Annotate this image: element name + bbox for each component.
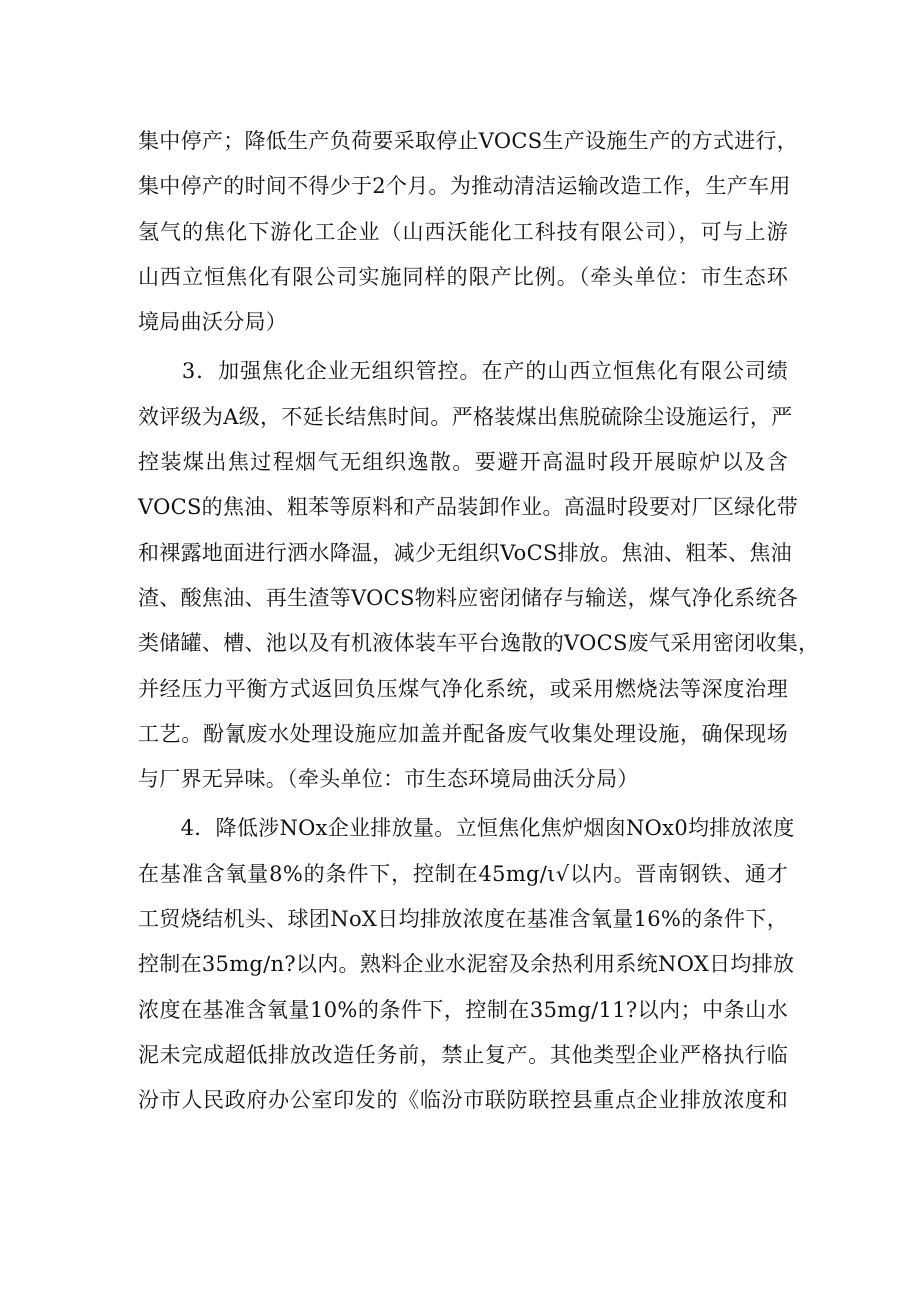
text-line: 和裸露地面进行洒水降温，减少无组织VoCS排放。焦油、粗苯、焦油: [138, 540, 792, 565]
text-line: 控制在35mg∕n?以内。熟料企业水泥窑及余热利用系统NOX日均排放: [138, 952, 795, 977]
text-line: 工艺。酚氰废水处理设施应加盖并配备废气收集处理设施，确保现场: [138, 721, 788, 746]
text-line: 集中停产；降低生产负荷要采取停止VOCS生产设施生产的方式进行，: [138, 129, 799, 153]
text-line: 在基准含氧量8%的条件下，控制在45mg∕ι√以内。晋南钢铁、通才: [138, 861, 788, 886]
body-text: [138, 119, 820, 1124]
text-line: 山西立恒焦化有限公司实施同样的限产比例。（牵头单位：市生态环: [138, 264, 788, 289]
text-line: 浓度在基准含氧量10%的条件下，控制在35mg∕11?以内；中条山水: [138, 997, 788, 1022]
paragraph-4-heading-line: 4．降低涉NOx企业排放量。立恒焦化焦炉烟囱NOx0均排放浓度: [138, 816, 795, 841]
text-line: 并经压力平衡方式返回负压煤气净化系统，或采用燃烧法等深度治理: [138, 676, 788, 701]
text-line: 汾市人民政府办公室印发的《临汾市联防联控县重点企业排放浓度和: [138, 1088, 788, 1113]
text-line: 控装煤出焦过程烟气无组织逸散。要避开高温时段开展晾炉以及含: [138, 450, 788, 475]
paragraph-3-heading-line: 3．加强焦化企业无组织管控。在产的山西立恒焦化有限公司绩: [138, 359, 788, 384]
text-line: 效评级为A级，不延长结焦时间。严格装煤出焦脱硫除尘设施运行，严: [138, 404, 793, 429]
text-line: 工贸烧结机头、球团NoX日均排放浓度在基准含氧量16%的条件下，: [138, 907, 788, 932]
text-line: 境局曲沃分局）: [138, 310, 288, 335]
text-line: 渣、酸焦油、再生渣等VOCS物料应密闭储存与输送，煤气净化系统各: [138, 585, 799, 610]
text-line: 类储罐、槽、池以及有机液体装车平台逸散的VOCS废气采用密闭收集，: [138, 631, 820, 656]
text-line: 氢气的焦化下游化工企业（山西沃能化工科技有限公司），可与上游: [138, 219, 788, 244]
text-line: VOCS的焦油、粗苯等原料和产品装卸作业。高温时段要对厂区绿化带: [138, 495, 799, 520]
text-line: 集中停产的时间不得少于2个月。为推动清洁运输改造工作，生产车用: [138, 174, 791, 199]
text-line: 与厂界无异味。（牵头单位：市生态环境局曲沃分局）: [138, 767, 639, 792]
text-line: 泥未完成超低排放改造任务前，禁止复产。其他类型企业严格执行临: [138, 1042, 788, 1067]
